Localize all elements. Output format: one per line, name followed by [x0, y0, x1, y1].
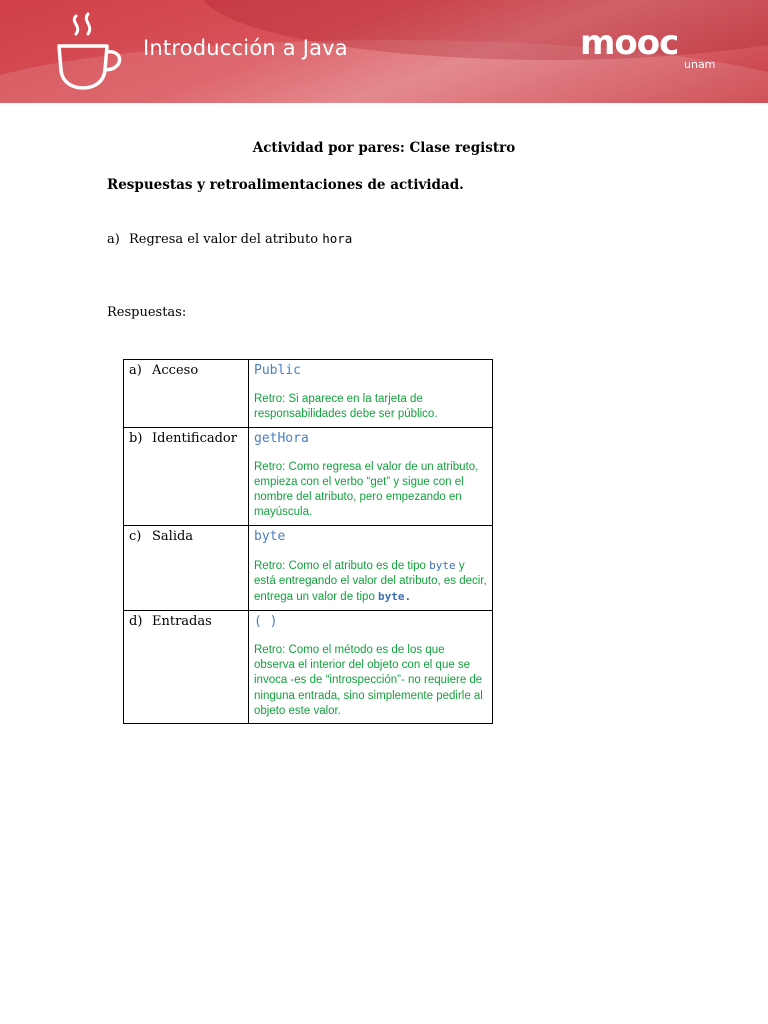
question-code: hora	[322, 231, 353, 246]
table-row	[124, 427, 493, 525]
feedback-text: Retro: Como el método es de los que observa el interior del objeto con el que se invoca -es de “introspección”- no requiere de ninguna entrada, sino simplemente pedirle al objeto este valor.	[254, 643, 483, 717]
coffee-cup-icon	[50, 12, 125, 92]
answers-label: Respuestas:	[107, 305, 187, 320]
table-row	[124, 525, 493, 610]
row-answer-cell	[249, 610, 493, 723]
question-text: Regresa el valor del atributo	[129, 232, 323, 247]
feedback-text: Retro: Si aparece en la tarjeta de responsabilidades debe ser público.	[254, 393, 438, 421]
question-item	[107, 231, 352, 247]
row-answer-cell	[249, 427, 493, 525]
row-letter: c)	[129, 528, 142, 544]
feedback-keyword: byte	[429, 558, 456, 572]
document-title: Actividad por pares: Clase registro	[252, 140, 516, 156]
mooc-unam-logo	[580, 26, 720, 72]
answer-code: Public	[254, 363, 301, 378]
answers-table	[123, 359, 493, 724]
row-label-cell	[124, 360, 249, 428]
course-title: Introducción a Java	[143, 36, 348, 60]
row-answer-cell	[249, 525, 493, 610]
row-label: Acceso	[152, 363, 199, 378]
row-label: Salida	[152, 528, 194, 544]
feedback-text-middle: y está entregando el valor del atributo, es decir, entrega un valor de tipo	[254, 559, 487, 604]
feedback-text-start: Retro: Como el atributo es de tipo	[254, 559, 430, 572]
svg-text:unam: unam	[684, 58, 716, 71]
row-letter: a)	[129, 363, 142, 378]
question-letter: a)	[107, 232, 120, 247]
feedback-keyword: byte.	[378, 590, 412, 604]
feedback-text: Retro: Como regresa el valor de un atributo, empieza con el verbo “get” y sigue con el nombre del atributo, pero empezando en mayúscula.	[254, 460, 479, 519]
course-header-banner	[0, 0, 768, 103]
feedback-text	[254, 558, 487, 606]
answer-code: getHora	[254, 430, 309, 446]
answer-code: ( )	[254, 613, 278, 629]
row-label-cell	[124, 427, 249, 525]
row-letter: b)	[129, 430, 143, 446]
table-row	[124, 610, 493, 723]
row-letter: d)	[129, 613, 143, 629]
row-label: Identificador	[152, 430, 237, 446]
answer-code: byte	[254, 528, 286, 544]
section-title: Respuestas y retroalimentaciones de actividad.	[107, 177, 464, 193]
table-row	[124, 360, 493, 428]
row-answer-cell	[249, 360, 493, 428]
row-label-cell	[124, 610, 249, 723]
row-label-cell	[124, 525, 249, 610]
svg-text:mooc: mooc	[580, 26, 679, 63]
row-label: Entradas	[152, 613, 212, 629]
